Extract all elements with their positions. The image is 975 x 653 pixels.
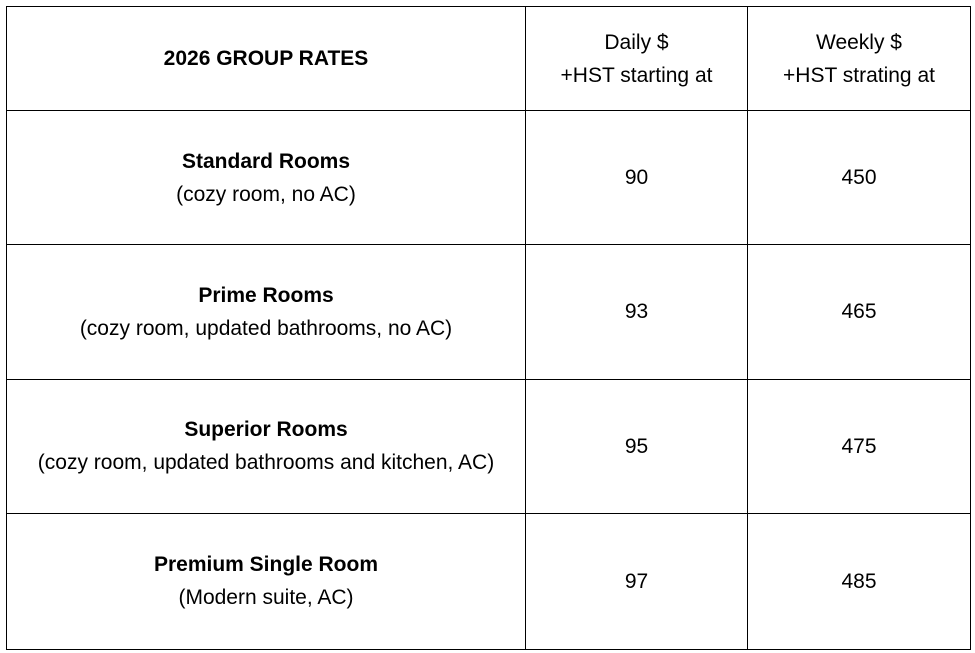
daily-header-line1: Daily $ [604, 30, 669, 54]
rates-title: 2026 GROUP RATES [163, 47, 369, 71]
room-description: (Modern suite, AC) [178, 586, 354, 610]
daily-rate: 93 [526, 245, 748, 379]
daily-rate: 95 [526, 379, 748, 513]
daily-header-line2: +HST starting at [560, 63, 713, 87]
group-rates-table [6, 6, 971, 650]
rates-title-cell [7, 7, 526, 111]
room-cell [7, 245, 526, 379]
daily-rate: 90 [526, 111, 748, 245]
weekly-rate: 450 [748, 111, 971, 245]
room-description: (cozy room, updated bathrooms and kitchen, AC) [37, 451, 495, 475]
room-cell [7, 379, 526, 513]
daily-rate: 97 [526, 513, 748, 649]
weekly-header-line2: +HST strating at [783, 63, 935, 87]
room-name: Prime Rooms [198, 283, 334, 307]
room-name: Superior Rooms [184, 418, 348, 442]
table-row [7, 245, 971, 379]
room-cell [7, 513, 526, 649]
table-header-row [7, 7, 971, 111]
weekly-header-cell [748, 7, 971, 111]
table-row [7, 513, 971, 649]
room-name: Premium Single Room [153, 553, 379, 577]
table-row [7, 379, 971, 513]
table-row [7, 111, 971, 245]
weekly-rate: 485 [748, 513, 971, 649]
room-cell [7, 111, 526, 245]
weekly-header-line1: Weekly $ [816, 30, 902, 54]
daily-header-cell [526, 7, 748, 111]
room-description: (cozy room, no AC) [176, 182, 356, 206]
room-description: (cozy room, updated bathrooms, no AC) [79, 316, 453, 340]
room-name: Standard Rooms [181, 149, 351, 173]
weekly-rate: 465 [748, 245, 971, 379]
weekly-rate: 475 [748, 379, 971, 513]
